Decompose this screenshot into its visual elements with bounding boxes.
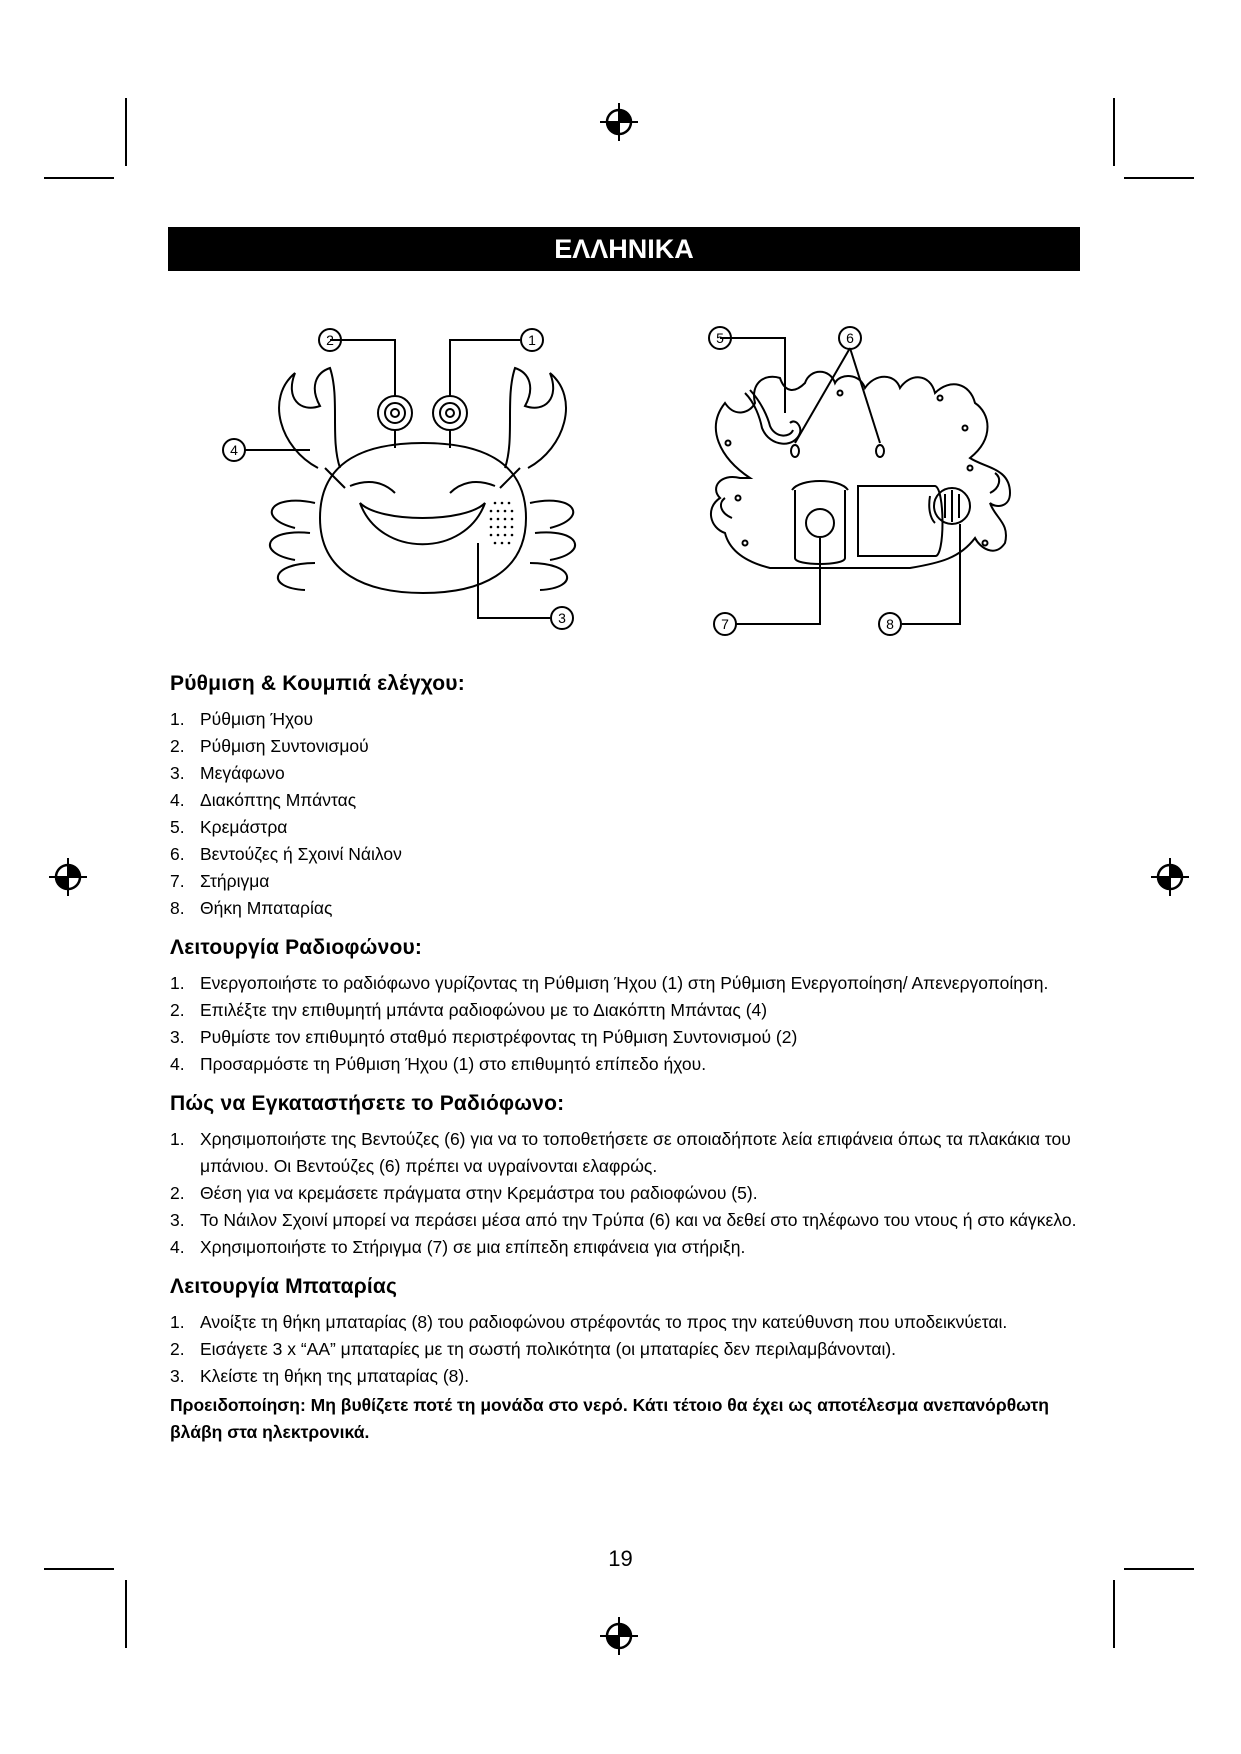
registration-mark-icon <box>48 857 88 897</box>
crop-mark <box>1113 98 1115 166</box>
callout-label: 7 <box>721 616 729 632</box>
list-item: 1. Ενεργοποιήστε το ραδιόφωνο γυρίζοντας τη Ρύθμιση Ήχου (1) στη Ρύθμιση Ενεργοποίηση/ Απενεργοποίηση. <box>170 973 1049 993</box>
callout-label: 3 <box>558 610 566 626</box>
list-item: 4. Διακόπτης Μπάντας <box>170 790 357 810</box>
crop-mark <box>44 177 114 179</box>
registration-mark-icon <box>599 102 639 142</box>
callout-label: 2 <box>326 332 334 348</box>
callout-label: 6 <box>846 330 854 346</box>
page-number: 19 <box>608 1546 633 1571</box>
battery-list <box>170 1309 1078 1390</box>
callout-label: 8 <box>886 616 894 632</box>
list-item: 3. Το Νάιλον Σχοινί μπορεί να περάσει μέσα από την Τρύπα (6) και να δεθεί στο τηλέφωνο του ντους ή στο κάγκελο. <box>170 1210 1077 1230</box>
callout-label: 5 <box>716 330 724 346</box>
list-item: 2. Επιλέξτε την επιθυμητή μπάντα ραδιοφώνου με το Διακόπτη Μπάντας (4) <box>170 1000 768 1020</box>
list-item: 4. Χρησιμοποιήστε το Στήριγμα (7) σε μια επίπεδη επιφάνεια για στήριξη. <box>170 1237 746 1257</box>
installation-list <box>170 1126 1078 1261</box>
section-title-controls: Ρύθμιση & Κουμπιά ελέγχου: <box>170 672 465 695</box>
controls-list <box>170 706 1078 922</box>
section-title-battery: Λειτουργία Μπαταρίας <box>170 1275 398 1298</box>
list-item: 2. Εισάγετε 3 x “AA” μπαταρίες με τη σωστή πολικότητα (οι μπαταρίες δεν περιλαμβάνονται). <box>170 1339 897 1359</box>
callout-label: 1 <box>528 332 536 348</box>
list-item: 3. Κλείστε τη θήκη της μπαταρίας (8). <box>170 1366 470 1386</box>
list-item: 1. Ανοίξτε τη θήκη μπαταρίας (8) του ραδιοφώνου στρέφοντάς το προς την κατεύθυνση που υποδεικνύεται. <box>170 1312 1008 1332</box>
callout-label: 4 <box>230 442 238 458</box>
list-item: 4. Προσαρμόστε τη Ρύθμιση Ήχου (1) στο επιθυμητό επίπεδο ήχου. <box>170 1054 707 1074</box>
crab-radio-back-diagram <box>690 318 1030 648</box>
crop-mark <box>1113 1580 1115 1648</box>
language-header: ΕΛΛΗΝΙΚΑ <box>168 227 1080 271</box>
radio-operation-list <box>170 970 1078 1078</box>
list-item: 1. Ρύθμιση Ήχου <box>170 709 314 729</box>
list-item: 3. Μεγάφωνο <box>170 763 285 783</box>
crab-radio-front-diagram <box>210 318 640 648</box>
list-item: 2. Ρύθμιση Συντονισμού <box>170 736 369 756</box>
warning-text: Προειδοποίηση: Μη βυθίζετε ποτέ τη μονάδα στο νερό. Κάτι τέτοιο θα έχει ως αποτέλεσμα ανεπανόρθωτη βλάβη στα ηλεκτρονικά. <box>170 1395 1049 1442</box>
list-item: 7. Στήριγμα <box>170 871 270 891</box>
crop-mark <box>1124 177 1194 179</box>
registration-mark-icon <box>599 1616 639 1656</box>
manual-content <box>170 672 1078 1446</box>
list-item: 6. Βεντούζες ή Σχοινί Νάιλον <box>170 844 402 864</box>
registration-mark-icon <box>1150 857 1190 897</box>
crop-mark <box>125 98 127 166</box>
list-item: 8. Θήκη Μπαταρίας <box>170 898 333 918</box>
list-item: 2. Θέση για να κρεμάσετε πράγματα στην Κρεμάστρα του ραδιοφώνου (5). <box>170 1183 758 1203</box>
list-item: 5. Κρεμάστρα <box>170 817 288 837</box>
section-title-installation: Πώς να Εγκαταστήσετε το Ραδιόφωνο: <box>170 1092 565 1115</box>
crop-mark <box>125 1580 127 1648</box>
section-title-radio-operation: Λειτουργία Ραδιοφώνου: <box>170 936 423 959</box>
list-item: 3. Ρυθμίστε τον επιθυμητό σταθμό περιστρέφοντας τη Ρύθμιση Συντονισμού (2) <box>170 1027 798 1047</box>
list-item: 1. Χρησιμοποιήστε της Βεντούζες (6) για να το τοποθετήσετε σε οποιαδήποτε λεία επιφάνεια όπως τα πλακάκια του μπάνιου. Οι Βεντούζες (6) πρέπει να υγραίνονται ελαφρώς. <box>170 1129 1071 1176</box>
